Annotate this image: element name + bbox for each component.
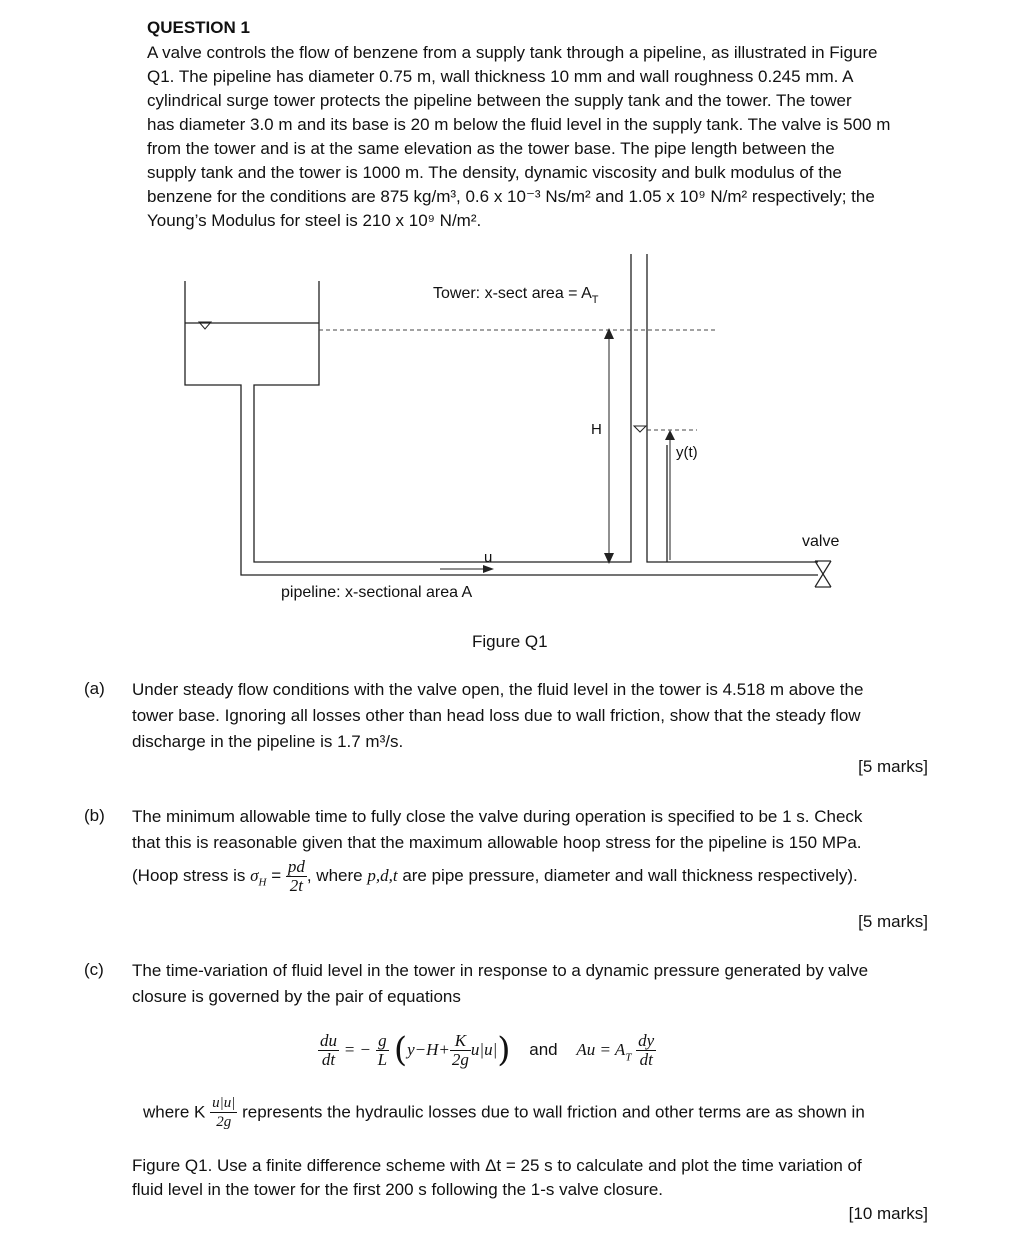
dt-den: dt (321, 1049, 336, 1069)
intro-line: Q1. The pipeline has diameter 0.75 m, wall thickness 10 mm and wall roughness 0.245 mm. A (147, 67, 854, 86)
where-rest: represents the hydraulic losses due to wall friction and other terms are as shown in (242, 1102, 865, 1122)
eq2-sub: T (625, 1051, 632, 1064)
governing-equations (318, 1030, 656, 1070)
eq1-paren-b: u|u| (470, 1040, 498, 1059)
eq1-mid: = − (343, 1040, 371, 1059)
intro-line: A valve controls the flow of benzene from a supply tank through a pipeline, as illustrated in Figure (147, 43, 878, 62)
tower-area-label: Tower: x-sect area = $A_T$ (433, 285, 599, 306)
question-title: QUESTION 1 (147, 18, 250, 37)
dy-den: dt (639, 1049, 653, 1069)
where-fraction (210, 1094, 237, 1131)
question-intro (147, 41, 937, 233)
hoop-suffix: are pipe pressure, diameter and wall thickness respectively). (402, 865, 858, 885)
hoop-vars: p,d,t (367, 865, 398, 885)
u-label: u (484, 549, 493, 566)
h-label: H (591, 421, 602, 438)
l-den: L (377, 1049, 388, 1069)
part-b-marks: [5 marks] (858, 912, 928, 931)
yt-label: y(t) (676, 444, 698, 461)
hoop-stress-formula (132, 858, 932, 895)
part-b-text (132, 804, 932, 856)
left-paren: ( (393, 1030, 408, 1070)
part-c-line: The time-variation of fluid level in the tower in response to a dynamic pressure generated by valve (132, 961, 869, 980)
intro-line: benzene for the conditions are 875 kg/m³, 0.6 x 10⁻³ Ns/m² and 1.05 x 10⁹ N/m² respectively; the (147, 187, 875, 206)
hoop-eq: = (271, 865, 282, 885)
part-c-line: closure is governed by the pair of equations (132, 987, 461, 1006)
hoop-fraction (286, 858, 307, 895)
part-a-line: Under steady flow conditions with the valve open, the fluid level in the tower is 4.518 m above the (132, 680, 864, 699)
hoop-den: 2t (289, 876, 303, 895)
g-num: g (376, 1032, 389, 1051)
part-a-text (132, 677, 932, 755)
h-arrow-up-icon (604, 328, 614, 339)
part-c-final-line: Figure Q1. Use a finite difference scheme with Δt = 25 s to calculate and plot the time variation of (132, 1156, 862, 1175)
hoop-num: pd (287, 857, 305, 876)
tower-level-marker-icon (634, 426, 646, 432)
tower-right-wall (647, 254, 818, 562)
yt-arrow-up-icon (665, 430, 675, 440)
k-2g-fraction (450, 1032, 471, 1069)
hoop-sub: H (258, 876, 267, 889)
g-l-fraction (376, 1032, 389, 1069)
hoop-where: , where (306, 865, 363, 885)
figure-q1-diagram (0, 240, 1018, 610)
eq1-paren-a: y−H+ (407, 1040, 450, 1059)
part-c-final-line: fluid level in the tower for the first 200 s following the 1-s valve closure. (132, 1180, 664, 1199)
where-num: u|u| (212, 1095, 236, 1111)
intro-line: has diameter 3.0 m and its base is 20 m below the fluid level in the supply tank. The valve is 500 m (147, 115, 891, 134)
hoop-prefix: (Hoop stress is (132, 865, 246, 885)
intro-line: cylindrical surge tower protects the pipeline between the supply tank and the tower. The tower (147, 91, 852, 110)
right-paren: ) (497, 1030, 511, 1070)
du-num: du (320, 1030, 337, 1050)
part-a-line: tower base. Ignoring all losses other than head loss due to wall friction, show that the steady flow (132, 706, 861, 725)
part-b-line: The minimum allowable time to fully close the valve during operation is specified to be 1 s. Check (132, 807, 863, 826)
part-a-line: discharge in the pipeline is 1.7 m³/s. (132, 732, 404, 751)
intro-line: Young’s Modulus for steel is 210 x 10⁹ N/m². (147, 211, 482, 230)
part-c-text (132, 958, 932, 1010)
figure-caption: Figure Q1 (472, 632, 548, 651)
part-c-marks: [10 marks] (848, 1204, 928, 1223)
and-text: and (529, 1040, 558, 1059)
where-line (143, 1094, 865, 1131)
part-a-marks: [5 marks] (858, 757, 928, 776)
hoop-sigma: σ (250, 865, 259, 885)
intro-line: from the tower and is at the same elevation as the tower base. The pipe length between the (147, 139, 835, 158)
intro-line: supply tank and the tower is 1000 m. The density, dynamic viscosity and bulk modulus of the (147, 163, 842, 182)
part-b-label: (b) (84, 806, 105, 825)
dy-dt-fraction (636, 1032, 656, 1069)
supply-tank-outline (185, 281, 818, 575)
part-b-line: that this is reasonable given that the maximum allowable hoop stress for the pipeline is 150 MPa. (132, 833, 862, 852)
where-den: 2g (216, 1114, 232, 1130)
dy-num: dy (638, 1030, 655, 1050)
eq2-lhs: Au = A (576, 1040, 626, 1059)
k-den: 2g (451, 1049, 469, 1069)
where-text: where K (143, 1102, 206, 1122)
u-arrow-icon (483, 565, 494, 573)
k-num: K (450, 1032, 471, 1051)
part-c-label: (c) (84, 960, 104, 979)
pipeline-label: pipeline: x-sectional area A (281, 584, 473, 601)
du-dt-fraction (318, 1032, 339, 1069)
valve-label: valve (802, 533, 840, 550)
valve-icon (815, 561, 831, 587)
part-c-final (132, 1154, 932, 1202)
part-a-label: (a) (84, 679, 105, 698)
